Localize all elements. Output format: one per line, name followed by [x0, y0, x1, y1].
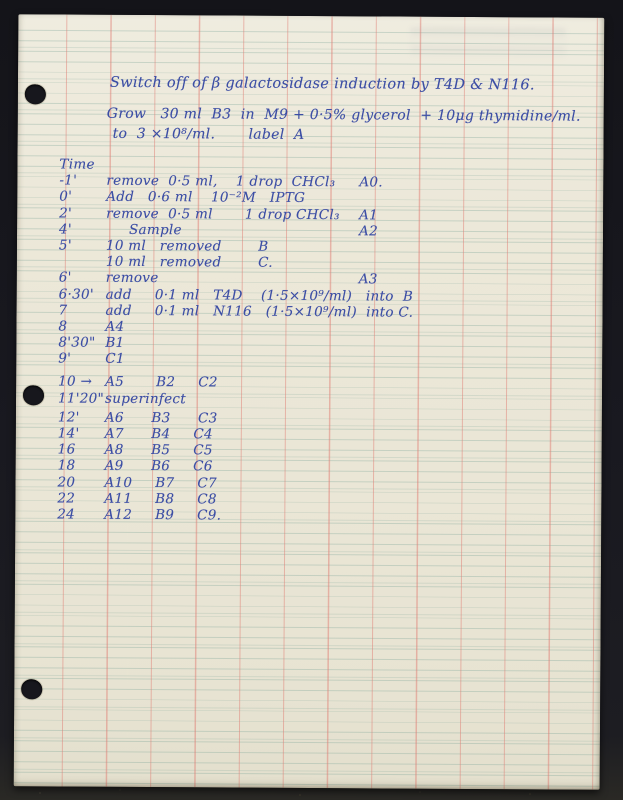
time-cell: 12': [57, 409, 80, 426]
action-cell: A4: [105, 318, 125, 335]
time-cell: 8'30": [58, 334, 96, 351]
time-cell: Time: [59, 156, 95, 173]
action-cell: C1: [105, 351, 125, 368]
action-cell: A12 B9 C9.: [104, 506, 222, 524]
time-cell: 10 →: [58, 373, 93, 391]
time-cell: 5': [58, 237, 72, 254]
punch-hole: [25, 84, 46, 104]
sample-label-cell: A1: [359, 206, 379, 223]
action-cell: 10 ml removed C.: [105, 253, 273, 271]
action-cell: A9 B6 C6: [104, 458, 213, 475]
time-cell: 9': [58, 350, 72, 367]
time-cell: 0': [59, 188, 73, 205]
punch-hole: [23, 385, 44, 405]
time-cell: -1': [59, 172, 78, 189]
faded-stamp: [410, 27, 566, 68]
time-cell: 18: [57, 457, 76, 474]
protocol-line-2: to 3 ×10⁸/ml. label A: [112, 125, 305, 143]
action-cell: A11 B8 C8: [104, 490, 217, 508]
action-cell: B1: [105, 334, 125, 351]
action-cell: add 0·1 ml N116 (1·5×10⁹/ml) into C.: [105, 302, 414, 321]
action-cell: remove: [105, 270, 159, 287]
protocol-line-1: Grow 30 ml B3 in M9 + 0·5% glycerol + 10μg thymidine/ml.: [106, 105, 581, 125]
table-row: [58, 351, 538, 370]
table-row: [58, 390, 538, 409]
action-cell: superinfect: [104, 390, 187, 407]
action-cell: add 0·1 ml T4D (1·5×10⁹/ml) into B: [105, 286, 414, 305]
action-cell: A5 B2 C2: [105, 374, 218, 391]
time-cell: [59, 254, 106, 270]
table-row: [57, 506, 537, 525]
action-cell: A8 B5 C5: [104, 441, 213, 459]
sample-label-cell: A2: [358, 223, 379, 240]
timecourse-table: [57, 156, 539, 525]
time-cell: 2': [59, 205, 73, 222]
time-cell: 24: [57, 506, 76, 523]
action-cell: remove 0·5 ml, 1 drop CHCl₃: [106, 172, 336, 191]
action-cell: A6 B3 C3: [104, 409, 218, 427]
time-cell: 20: [57, 474, 76, 491]
punch-hole: [21, 679, 42, 699]
time-cell: 16: [57, 441, 76, 458]
sample-label-cell: A3: [358, 271, 378, 288]
action-cell: 10 ml removed B: [105, 237, 269, 255]
sample-label-cell: A0.: [359, 174, 383, 191]
time-cell: 14': [57, 425, 80, 442]
time-cell: 11'20": [57, 390, 105, 407]
action-cell: Add 0·6 ml 10⁻²M IPTG: [106, 189, 306, 207]
action-cell: A7 B4 C4: [104, 425, 213, 443]
time-cell: 22: [57, 490, 76, 507]
time-cell: 7: [58, 302, 68, 319]
action-cell: remove 0·5 ml 1 drop CHCl₃: [106, 205, 340, 223]
action-cell: Sample: [106, 221, 182, 238]
time-cell: 8: [58, 318, 68, 335]
time-cell: 4': [59, 221, 73, 238]
notebook-page: [14, 14, 605, 790]
time-cell: 6·30': [58, 285, 94, 303]
time-cell: 6': [58, 269, 72, 286]
action-cell: A10 B7 C7: [104, 474, 217, 492]
page-title: Switch off of β galactosidase induction by T4D & N116.: [109, 74, 535, 94]
